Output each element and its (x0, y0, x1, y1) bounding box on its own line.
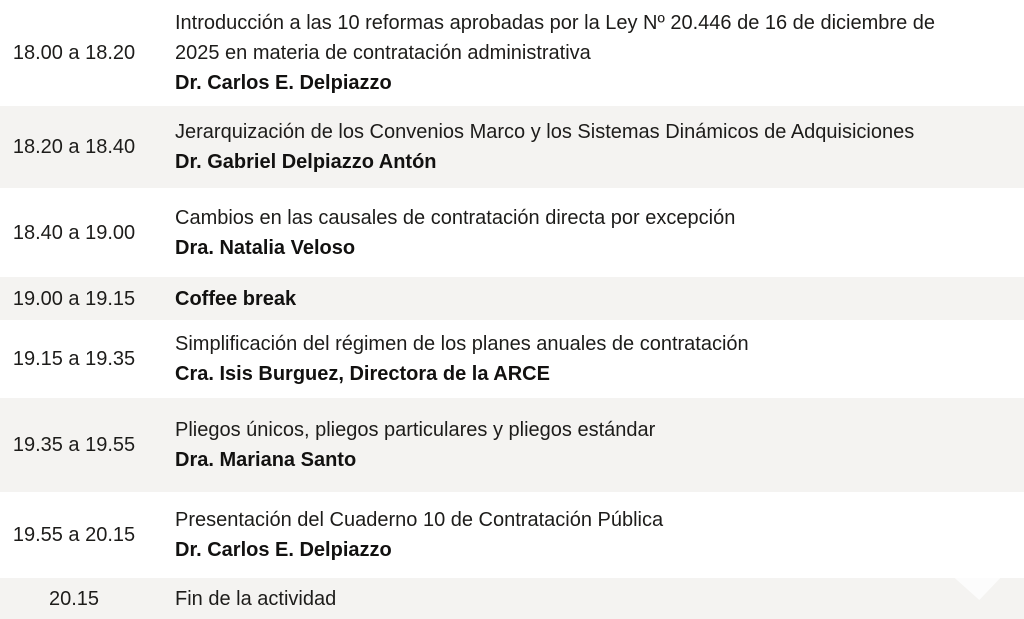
session-title: Pliegos únicos, pliegos particulares y pliegos estándar (175, 419, 656, 441)
time-cell: 18.40 a 19.00 (12, 221, 136, 244)
schedule-row (0, 0, 1024, 106)
session-speaker: Dr. Carlos E. Delpiazzo (175, 539, 392, 561)
session-cell (148, 329, 749, 389)
schedule-row (0, 320, 1024, 398)
session-title: Cambios en las causales de contratación directa por excepción (175, 206, 736, 229)
time-cell: 19.55 a 20.15 (12, 524, 136, 546)
session-speaker: Dra. Natalia Veloso (175, 236, 356, 259)
time-cell: 19.35 a 19.55 (12, 434, 136, 456)
schedule-row (0, 398, 1024, 492)
coffee-break-label: Coffee break (175, 287, 297, 310)
session-title: Jerarquización de los Convenios Marco y los Sistemas Dinámicos de Adquisiciones (175, 121, 915, 143)
session-title: Presentación del Cuaderno 10 de Contratación Pública (175, 509, 664, 531)
time-cell: 19.15 a 19.35 (12, 348, 136, 370)
closing-label: Fin de la actividad (175, 587, 337, 610)
session-cell (148, 415, 655, 475)
time-cell: 18.00 a 18.20 (12, 42, 136, 64)
time-cell: 18.20 a 18.40 (12, 136, 136, 158)
schedule-row (0, 106, 1024, 188)
session-title: Simplificación del régimen de los planes anuales de contratación (175, 333, 749, 355)
schedule-row (0, 492, 1024, 578)
session-speaker: Dra. Mariana Santo (175, 449, 357, 471)
schedule-row (0, 578, 1024, 619)
session-cell (148, 203, 735, 263)
session-speaker: Cra. Isis Burguez, Directora de la ARCE (175, 363, 550, 385)
session-cell (148, 505, 663, 565)
session-cell (148, 584, 336, 614)
time-cell: 20.15 (48, 587, 100, 610)
session-cell (148, 117, 914, 177)
session-speaker: Dr. Carlos E. Delpiazzo (175, 72, 392, 94)
session-speaker: Dr. Gabriel Delpiazzo Antón (175, 151, 437, 173)
session-title: Introducción a las 10 reformas aprobadas por la Ley Nº 20.446 de 16 de diciembre de 2025 en materia de contratación administrativa (175, 12, 935, 64)
time-cell: 19.00 a 19.15 (12, 287, 136, 310)
session-cell (148, 284, 296, 314)
schedule-row (0, 188, 1024, 277)
schedule-row (0, 277, 1024, 320)
session-cell (148, 8, 975, 98)
